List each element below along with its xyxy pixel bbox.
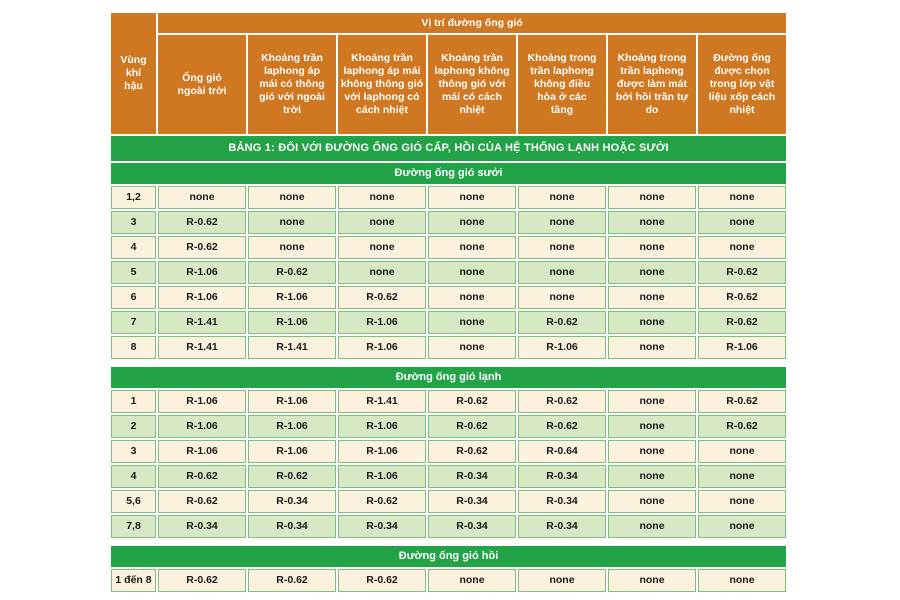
column-header: Khoảng trong trần laphong không điều hòa ở các tầng <box>518 35 606 134</box>
insulation-table-container <box>111 13 785 594</box>
r-value-cell: R-1.06 <box>248 415 336 438</box>
r-value-cell: none <box>338 236 426 259</box>
r-value-cell: R-0.62 <box>338 569 426 592</box>
r-value-cell: R-0.34 <box>518 465 606 488</box>
climate-zone-cell: 5 <box>111 261 156 284</box>
r-value-cell: none <box>698 569 786 592</box>
r-value-cell: R-1.06 <box>158 390 246 413</box>
r-value-cell: R-1.06 <box>338 440 426 463</box>
r-value-cell: none <box>698 236 786 259</box>
r-value-cell: none <box>518 236 606 259</box>
r-value-cell: none <box>428 261 516 284</box>
r-value-cell: none <box>698 211 786 234</box>
r-value-cell: R-0.62 <box>428 390 516 413</box>
table-body <box>111 163 786 592</box>
r-value-cell: R-1.06 <box>248 286 336 309</box>
climate-zone-cell: 7,8 <box>111 515 156 538</box>
r-value-cell: none <box>608 286 696 309</box>
r-value-cell: R-0.34 <box>248 515 336 538</box>
column-header: Khoảng trần laphong không thông gió với mái có cách nhiệt <box>428 35 516 134</box>
r-value-cell: R-1.06 <box>338 465 426 488</box>
r-value-cell: none <box>608 261 696 284</box>
table-row <box>111 440 786 463</box>
r-value-cell: R-1.06 <box>698 336 786 359</box>
r-value-cell: none <box>428 336 516 359</box>
spacer-cell <box>111 361 786 365</box>
r-value-cell: R-0.62 <box>158 211 246 234</box>
section-title: Đường ống gió hồi <box>111 546 786 567</box>
r-value-cell: R-0.62 <box>428 440 516 463</box>
r-value-cell: none <box>518 186 606 209</box>
section-title: Đường ống gió lạnh <box>111 367 786 388</box>
r-value-cell: R-0.34 <box>248 490 336 513</box>
table-row <box>111 490 786 513</box>
r-value-cell: R-0.62 <box>518 390 606 413</box>
r-value-cell: none <box>248 211 336 234</box>
r-value-cell: none <box>698 515 786 538</box>
r-value-cell: R-0.62 <box>248 261 336 284</box>
climate-zone-cell: 6 <box>111 286 156 309</box>
duct-insulation-table <box>109 11 788 594</box>
section-header-row <box>111 367 786 388</box>
column-header: Khoảng trần laphong áp mái không thông gió với laphong có cách nhiệt <box>338 35 426 134</box>
r-value-cell: R-1.06 <box>338 311 426 334</box>
r-value-cell: none <box>338 186 426 209</box>
r-value-cell: none <box>608 390 696 413</box>
r-value-cell: R-0.34 <box>158 515 246 538</box>
r-value-cell: R-0.34 <box>518 490 606 513</box>
r-value-cell: none <box>518 286 606 309</box>
section-header-row <box>111 163 786 184</box>
r-value-cell: R-0.62 <box>698 390 786 413</box>
r-value-cell: R-0.34 <box>428 490 516 513</box>
table-row <box>111 390 786 413</box>
table-row <box>111 211 786 234</box>
climate-zone-cell: 3 <box>111 211 156 234</box>
table-row <box>111 465 786 488</box>
section-spacer <box>111 361 786 365</box>
r-value-cell: R-1.06 <box>158 261 246 284</box>
r-value-cell: R-0.34 <box>428 465 516 488</box>
r-value-cell: none <box>608 336 696 359</box>
table-row <box>111 336 786 359</box>
r-value-cell: none <box>428 569 516 592</box>
r-value-cell: none <box>518 261 606 284</box>
r-value-cell: R-0.62 <box>158 465 246 488</box>
r-value-cell: none <box>698 440 786 463</box>
r-value-cell: none <box>608 440 696 463</box>
r-value-cell: R-0.62 <box>338 490 426 513</box>
climate-zone-header: Vùng khí hậu <box>111 13 156 134</box>
r-value-cell: R-1.06 <box>338 415 426 438</box>
r-value-cell: none <box>608 211 696 234</box>
r-value-cell: R-0.62 <box>698 415 786 438</box>
section-title: Đường ống gió sưởi <box>111 163 786 184</box>
table-row <box>111 261 786 284</box>
r-value-cell: R-0.62 <box>158 236 246 259</box>
r-value-cell: R-0.62 <box>518 311 606 334</box>
r-value-cell: none <box>338 261 426 284</box>
climate-zone-cell: 8 <box>111 336 156 359</box>
r-value-cell: none <box>698 465 786 488</box>
r-value-cell: none <box>608 236 696 259</box>
r-value-cell: R-0.64 <box>518 440 606 463</box>
r-value-cell: none <box>248 186 336 209</box>
r-value-cell: none <box>608 415 696 438</box>
table-row <box>111 311 786 334</box>
r-value-cell: R-0.34 <box>518 515 606 538</box>
r-value-cell: none <box>428 236 516 259</box>
table-row <box>111 286 786 309</box>
spacer-cell <box>111 540 786 544</box>
column-header: Khoảng trần laphong áp mái có thông gió với ngoài trời <box>248 35 336 134</box>
r-value-cell: none <box>338 211 426 234</box>
r-value-cell: none <box>428 186 516 209</box>
r-value-cell: none <box>428 211 516 234</box>
r-value-cell: R-1.41 <box>158 311 246 334</box>
r-value-cell: R-0.62 <box>158 490 246 513</box>
section-spacer <box>111 540 786 544</box>
climate-zone-cell: 5,6 <box>111 490 156 513</box>
r-value-cell: R-0.62 <box>698 311 786 334</box>
r-value-cell: none <box>248 236 336 259</box>
r-value-cell: none <box>608 311 696 334</box>
section-header-row <box>111 546 786 567</box>
climate-zone-cell: 4 <box>111 236 156 259</box>
r-value-cell: R-1.06 <box>518 336 606 359</box>
r-value-cell: R-0.62 <box>158 569 246 592</box>
r-value-cell: none <box>158 186 246 209</box>
r-value-cell: R-0.62 <box>248 569 336 592</box>
table-row <box>111 569 786 592</box>
r-value-cell: R-1.06 <box>158 440 246 463</box>
duct-position-header: Vị trí đường ống gió <box>158 13 786 33</box>
r-value-cell: none <box>608 569 696 592</box>
climate-zone-cell: 4 <box>111 465 156 488</box>
r-value-cell: R-1.06 <box>158 286 246 309</box>
climate-zone-cell: 1 <box>111 390 156 413</box>
r-value-cell: R-0.62 <box>248 465 336 488</box>
r-value-cell: none <box>608 490 696 513</box>
r-value-cell: R-1.41 <box>338 390 426 413</box>
table-row <box>111 415 786 438</box>
r-value-cell: R-1.06 <box>158 415 246 438</box>
table-row <box>111 236 786 259</box>
r-value-cell: R-0.62 <box>698 286 786 309</box>
column-header: Khoảng trong trần laphong được làm mát bởi hồi trần tự do <box>608 35 696 134</box>
r-value-cell: none <box>608 186 696 209</box>
r-value-cell: R-1.41 <box>158 336 246 359</box>
column-header: Ống gió ngoài trời <box>158 35 246 134</box>
r-value-cell: R-0.62 <box>428 415 516 438</box>
r-value-cell: R-1.06 <box>338 336 426 359</box>
r-value-cell: R-0.34 <box>338 515 426 538</box>
r-value-cell: none <box>698 490 786 513</box>
r-value-cell: R-1.06 <box>248 311 336 334</box>
r-value-cell: none <box>608 515 696 538</box>
r-value-cell: none <box>518 211 606 234</box>
climate-zone-cell: 1,2 <box>111 186 156 209</box>
table-row <box>111 186 786 209</box>
r-value-cell: R-1.06 <box>248 390 336 413</box>
r-value-cell: none <box>428 286 516 309</box>
climate-zone-cell: 7 <box>111 311 156 334</box>
r-value-cell: none <box>698 186 786 209</box>
r-value-cell: none <box>518 569 606 592</box>
r-value-cell: none <box>428 311 516 334</box>
r-value-cell: R-0.34 <box>428 515 516 538</box>
r-value-cell: R-1.41 <box>248 336 336 359</box>
climate-zone-cell: 3 <box>111 440 156 463</box>
r-value-cell: R-0.62 <box>338 286 426 309</box>
r-value-cell: R-1.06 <box>248 440 336 463</box>
column-header: Đường ống được chọn trong lớp vật liệu xốp cách nhiệt <box>698 35 786 134</box>
r-value-cell: R-0.62 <box>518 415 606 438</box>
r-value-cell: none <box>608 465 696 488</box>
table-row <box>111 515 786 538</box>
climate-zone-cell: 1 đến 8 <box>111 569 156 592</box>
r-value-cell: R-0.62 <box>698 261 786 284</box>
table-title: BẢNG 1: ĐỐI VỚI ĐƯỜNG ỐNG GIÓ CẤP, HỒI CỦA HỆ THỐNG LẠNH HOẶC SƯỞI <box>111 136 786 161</box>
climate-zone-cell: 2 <box>111 415 156 438</box>
